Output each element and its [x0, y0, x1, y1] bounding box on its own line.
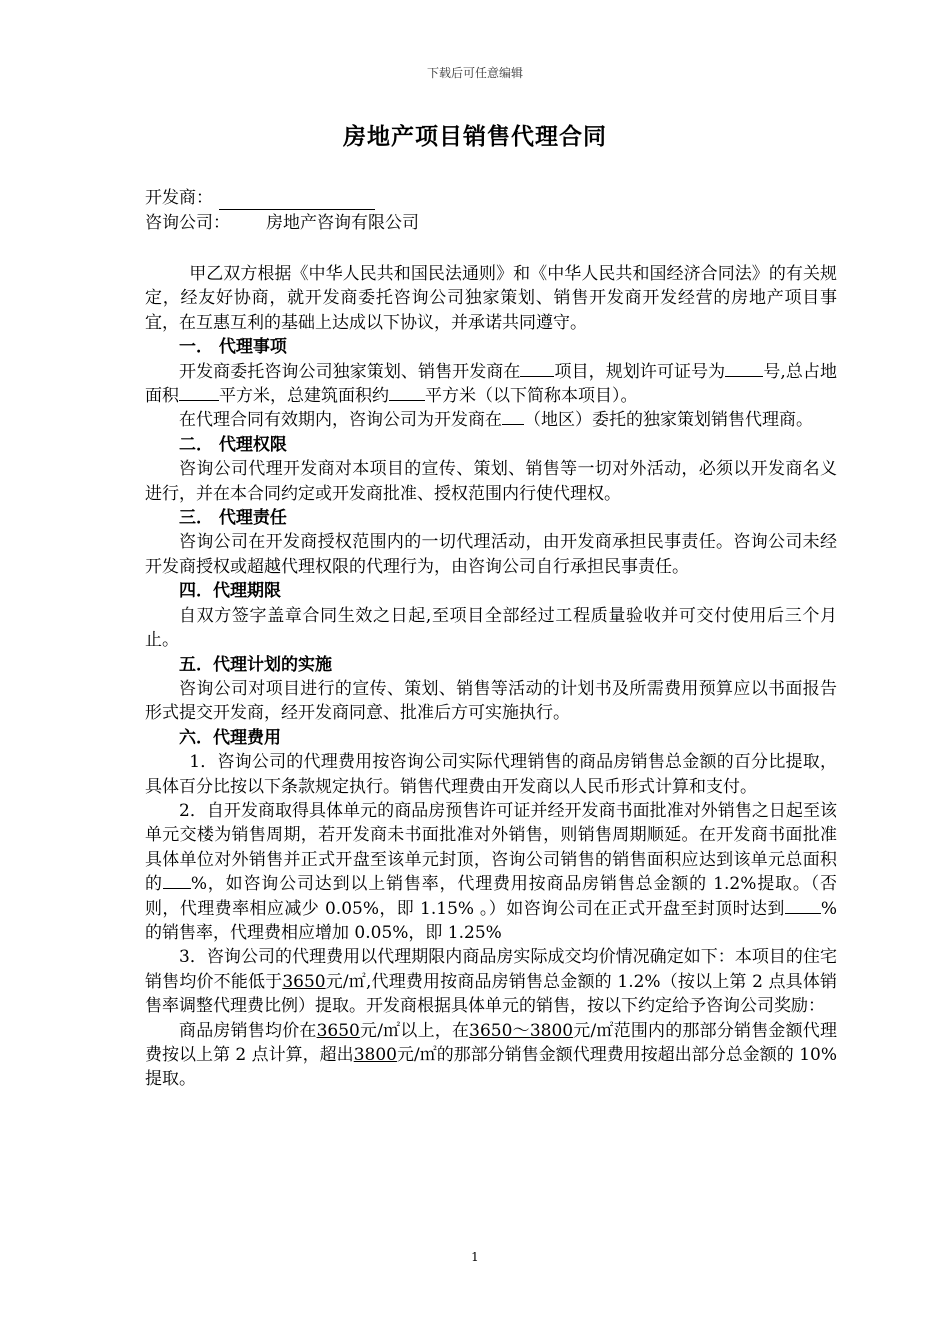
- header-note: 下载后可任意编辑: [426, 66, 523, 80]
- bonus-ratio-blank: [785, 897, 821, 914]
- contract-body: [145, 262, 837, 1092]
- section-6-clause-2: 2．自开发商取得具体单元的商品房预售许可证并经开发商书面批准对外销售之日起至该单元交楼为销售周期，若开发商未书面批准对外销售，则销售周期顺延。在开发商书面批准具体单位对外销售并正式开盘至该单元封顶，咨询公司销售的销售面积应达到该单元总面积的 %，如咨询公司达到以上销售率，代理费用按商品房销售总金额的 1.2%提取。（否则，代理费率相应减少 0.05%，即 1.15% 。）如咨询公司在正式开盘至封顶时达到 %的销售率，代理费相应增加 0.05%，即 1.25%: [145, 800, 837, 943]
- section-heading-6: 六．代理费用: [179, 727, 281, 748]
- price-threshold-value: 3650: [316, 1020, 360, 1041]
- section-heading-4: 四．代理期限: [179, 581, 281, 602]
- intro-paragraph: 甲乙双方根据《中华人民共和国民法通则》和《中华人民共和国经济合同法》的有关规定，经友好协商，就开发商委托咨询公司独家策划、销售开发商开发经营的房地产项目事宜，在互惠互利的基础上达成以下协议，并承诺共同遵守。: [145, 264, 837, 333]
- section-1-paragraph-2: 在代理合同有效期内，咨询公司为开发商在 （地区）委托的独家策划销售代理商。: [179, 410, 813, 431]
- sales-ratio-blank: [163, 872, 191, 889]
- section-heading-3: 三． 代理责任: [179, 508, 287, 529]
- project-name-blank: [520, 360, 554, 377]
- developer-name-blank: [219, 191, 375, 210]
- section-6-clause-1: 1．咨询公司的代理费用按咨询公司实际代理销售的商品房销售总金额的百分比提取，具体百分比按以下条款规定执行。销售代理费由开发商以人民币形式计算和支付。: [145, 752, 837, 797]
- section-3-paragraph: 咨询公司在开发商授权范围内的一切代理活动，由开发商承担民事责任。咨询公司未经开发商授权或超越代理权限的代理行为，由咨询公司自行承担民事责任。: [145, 532, 837, 577]
- region-blank: [502, 408, 524, 425]
- consultant-label: 咨询公司：: [145, 213, 230, 233]
- consultant-line: [145, 211, 419, 235]
- permit-number-blank: [725, 360, 763, 377]
- page-number: 1: [471, 1250, 479, 1264]
- section-5-paragraph: 咨询公司对项目进行的宣传、策划、销售等活动的计划书及所需费用预算应以书面报告形式提交开发商，经开发商同意、批准后方可实施执行。: [145, 678, 837, 724]
- document-title: 房地产项目销售代理合同: [343, 123, 607, 150]
- price-cap-value: 3800: [353, 1045, 397, 1065]
- section-6-clause-4: 商品房销售均价在3650元/㎡以上，在3650～3800元/㎡范围内的那部分销售金额代理费按以上第 2 点计算，超出3800元/㎡的那部分销售金额代理费用按超出部分总金额的 10%提取。: [145, 1020, 838, 1090]
- price-range-value: 3650～3800: [469, 1020, 574, 1041]
- section-2-paragraph: 咨询公司代理开发商对本项目的宣传、策划、销售等一切对外活动，必须以开发商名义进行，并在本合同约定或开发商批准、授权范围内行使代理权。: [145, 459, 837, 504]
- section-6-clause-3: 3．咨询公司的代理费用以代理期限内商品房实际成交均价情况确定如下：本项目的住宅销售均价不能低于3650元/㎡,代理费用按商品房销售总金额的 1.2%（按以上第 2 点具体销售率调整代理费比例）提取。开发商根据具体单元的销售，按以下约定给予咨询公司奖励：: [145, 947, 837, 1017]
- land-area-blank: [179, 384, 219, 401]
- section-heading-2: 二． 代理权限: [179, 434, 287, 455]
- section-heading-1: 一． 代理事项: [179, 337, 287, 358]
- section-1-paragraph-1: 开发商委托咨询公司独家策划、销售开发商在 项目，规划许可证号为 号,总占地面积 平方米，总建筑面积约 平方米（以下简称本项目）。: [145, 361, 838, 407]
- section-heading-5: 五．代理计划的实施: [179, 654, 332, 675]
- developer-line: [145, 186, 375, 210]
- section-4-paragraph: 自双方签字盖章合同生效之日起,至项目全部经过工程质量验收并可交付使用后三个月止。: [145, 605, 837, 651]
- min-price-value: 3650: [282, 971, 326, 992]
- consultant-name: 房地产咨询有限公司: [266, 213, 419, 233]
- developer-label: 开发商：: [145, 188, 213, 208]
- building-area-blank: [389, 384, 425, 401]
